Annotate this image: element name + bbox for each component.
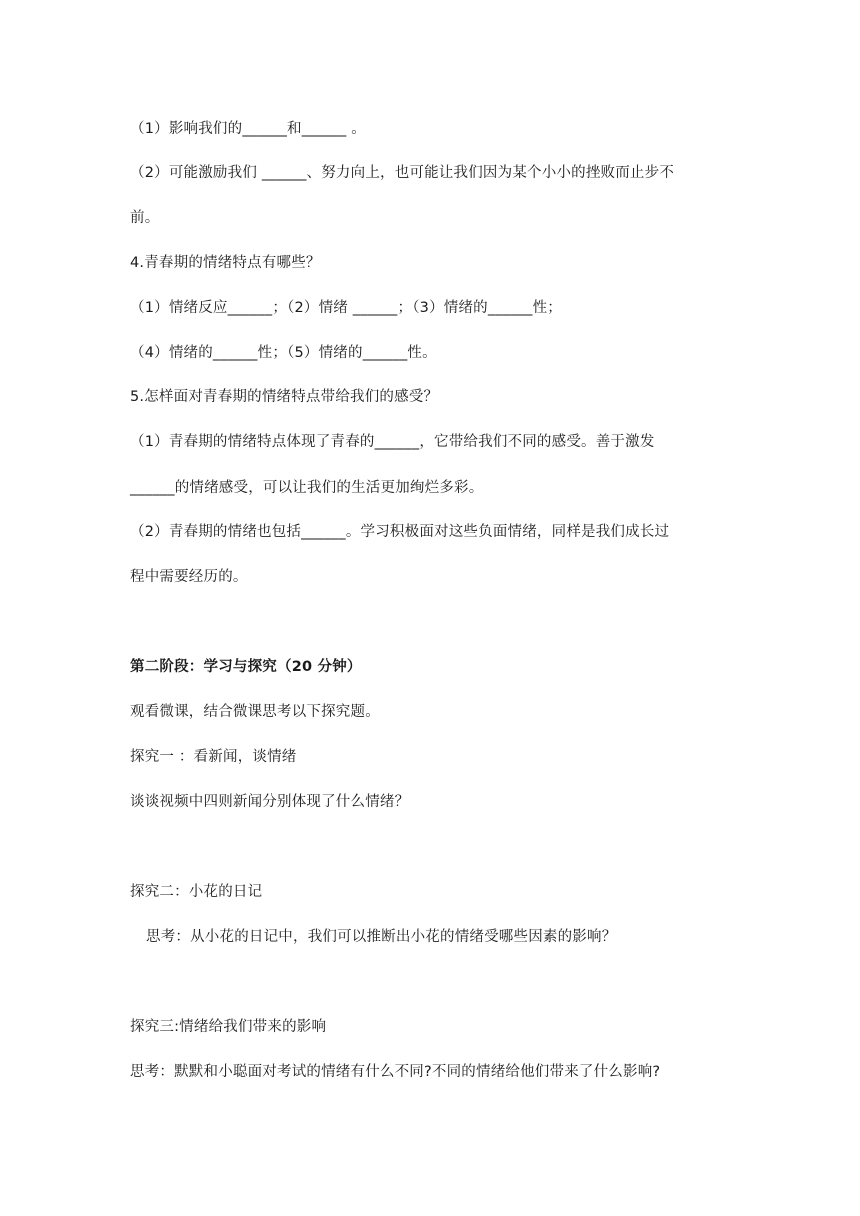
line-q5-item1-cont: ______的情绪感受，可以让我们的生活更加绚烂多彩。 bbox=[130, 480, 484, 496]
line-q5-item2-cont: 程中需要经历的。 bbox=[130, 569, 248, 585]
question-5: 5.怎样面对青春期的情绪特点带给我们的感受？ bbox=[130, 389, 439, 405]
line-q3-item1: （1）影响我们的______和______ 。 bbox=[130, 121, 366, 137]
question-4: 4.青春期的情绪特点有哪些？ bbox=[130, 255, 321, 271]
inquiry-3-title: 探究三:情绪给我们带来的影响 bbox=[130, 1019, 327, 1035]
inquiry-2-title: 探究二：小花的日记 bbox=[130, 884, 263, 900]
line-q5-item1: （1）青春期的情绪特点体现了青春的______，它带给我们不同的感受。善于激发 bbox=[130, 434, 655, 450]
line-q5-item2: （2）青春期的情绪也包括______。学习积极面对这些负面情绪，同样是我们成长过 bbox=[130, 524, 670, 540]
line-q3-item2: （2）可能激励我们 ______、努力向上，也可能让我们因为某个小小的挫败而止步不 bbox=[130, 165, 675, 181]
section-heading-stage-2: 第二阶段：学习与探究（20 分钟） bbox=[130, 659, 362, 675]
inquiry-1-title: 探究一 ：看新闻，谈情绪 bbox=[130, 749, 297, 765]
instruction-text: 观看微课，结合微课思考以下探究题。 bbox=[130, 704, 380, 720]
line-q4-items-4-5: （4）情绪的______性；（5）情绪的______性。 bbox=[130, 345, 437, 361]
inquiry-3-question: 思考：默默和小聪面对考试的情绪有什么不同?不同的情绪给他们带来了什么影响? bbox=[130, 1064, 661, 1080]
line-q4-items-1-3: （1）情绪反应______；（2）情绪 ______；（3）情绪的______性； bbox=[130, 300, 562, 316]
line-q3-item2-cont: 前。 bbox=[130, 210, 160, 226]
inquiry-2-question: 思考：从小花的日记中，我们可以推断出小花的情绪受哪些因素的影响？ bbox=[146, 929, 617, 945]
inquiry-1-question: 谈谈视频中四则新闻分别体现了什么情绪？ bbox=[130, 794, 410, 810]
